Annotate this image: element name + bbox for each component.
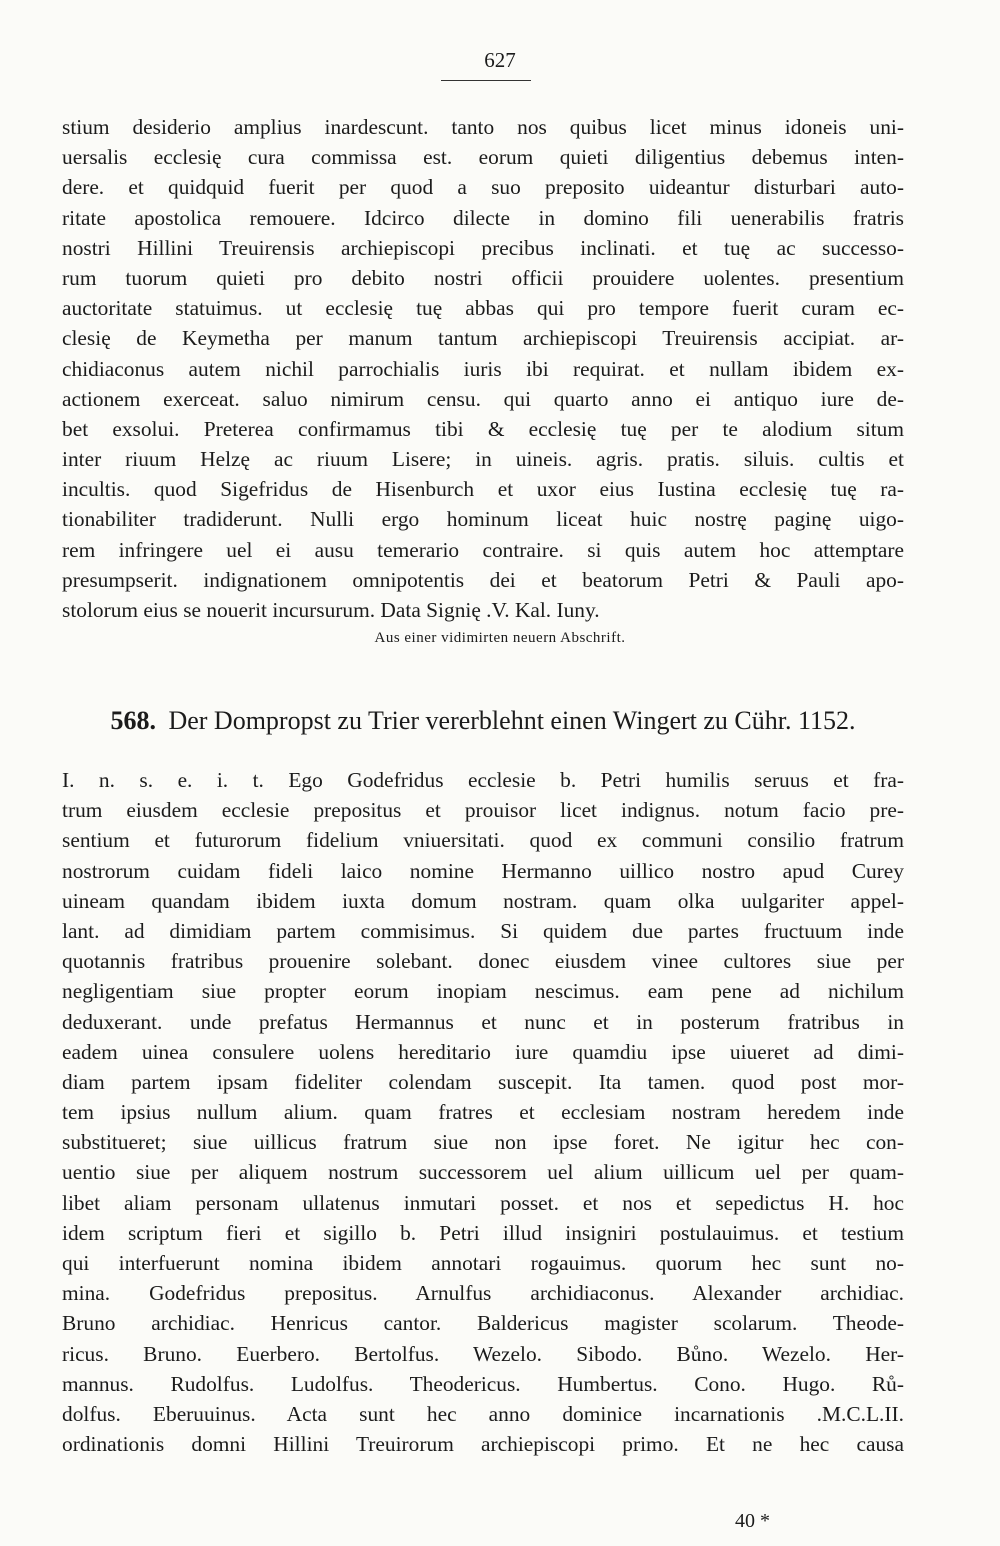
text-line: auctoritate statuimus. ut ecclesię tuę abbas qui pro tempore fuerit curam ec- bbox=[62, 296, 904, 321]
text-line: sentium et futurorum fidelium vniuersitati. quod ex communi consilio fratrum bbox=[62, 828, 904, 853]
document-heading bbox=[62, 706, 904, 736]
text-line: qui interfuerunt nomina ibidem annotari rogauimus. quorum hec sunt no- bbox=[62, 1251, 904, 1275]
text-line: mina. Godefridus prepositus. Arnulfus archidiaconus. Alexander archidiac. bbox=[62, 1281, 904, 1306]
text-line: rum tuorum quieti pro debito nostri officii prouidere uolentes. presentium bbox=[62, 265, 904, 290]
text-line: ritate apostolica remouere. Idcirco dilecte in domino fili uenerabilis fratris bbox=[62, 205, 904, 230]
text-line: stium desiderio amplius inardescunt. tanto nos quibus licet minus idoneis uni- bbox=[62, 115, 904, 139]
text-line: trum eiusdem ecclesie prepositus et prouisor licet indignus. notum facio pre- bbox=[62, 798, 904, 823]
text-line: deduxerant. unde prefatus Hermannus et nunc et in posterum fratribus in bbox=[62, 1009, 904, 1034]
text-line: diam partem ipsam fideliter colendam suscepit. Ita tamen. quod post mor- bbox=[62, 1069, 904, 1094]
text-line: dolfus. Eberuuinus. Acta sunt hec anno dominice incarnationis .M.C.L.II. bbox=[62, 1401, 904, 1426]
text-line: nostri Hillini Treuirensis archiepiscopi precibus inclinati. et tuę ac successo- bbox=[62, 235, 904, 260]
text-line: lant. ad dimidiam partem commisimus. Si quidem due partes fructuum inde bbox=[62, 918, 904, 943]
text-line: tem ipsius nullum alium. quam fratres et ecclesiam nostram heredem inde bbox=[62, 1100, 904, 1125]
text-line: chidiaconus autem nichil parrochialis iuris ibi requirat. et nullam ibidem ex- bbox=[62, 356, 904, 381]
text-line: uineam quandam ibidem iuxta domum nostram. quam olka uulgariter appel- bbox=[62, 888, 904, 913]
text-line: mannus. Rudolfus. Ludolfus. Theodericus. Humbertus. Cono. Hugo. Rů- bbox=[62, 1371, 904, 1396]
text-line: uersalis ecclesię cura commissa est. eorum quieti diligentius debemus inten- bbox=[62, 145, 904, 170]
text-line: I. n. s. e. i. t. Ego Godefridus ecclesie b. Petri humilis seruus et fra- bbox=[62, 768, 904, 792]
text-line: substitueret; siue uillicus fratrum siue non ipse foret. Ne igitur hec con- bbox=[62, 1130, 904, 1155]
text-line: inter riuum Helzę ac riuum Lisere; in uineis. agris. pratis. siluis. cultis et bbox=[62, 447, 904, 472]
text-line: eadem uinea consulere uolens hereditario iure quamdiu ipse uiueret ad dimi- bbox=[62, 1039, 904, 1064]
text-line: Bruno archidiac. Henricus cantor. Baldericus magister scolarum. Theode- bbox=[62, 1311, 904, 1336]
text-line: bet exsolui. Preterea confirmamus tibi & ecclesię tuę per te alodium situm bbox=[62, 416, 904, 441]
source-note: Aus einer vidimirten neuern Abschrift. bbox=[374, 630, 626, 646]
text-line: stolorum eius se nouerit incursurum. Data Signię .V. Kal. Iuny. bbox=[62, 598, 600, 622]
text-line: ordinationis domni Hillini Treuirorum archiepiscopi primo. Et ne hec causa bbox=[62, 1432, 904, 1457]
page-number-rule bbox=[441, 80, 531, 81]
text-line: tionabiliter tradiderunt. Nulli ergo hominum liceat huic nostrę paginę uigo- bbox=[62, 507, 904, 532]
text-line: idem scriptum fieri et sigillo b. Petri illud insigniri postulauimus. et testium bbox=[62, 1220, 904, 1245]
text-line: incultis. quod Sigefridus de Hisenburch et uxor eius Iustina ecclesię tuę ra- bbox=[62, 477, 904, 502]
page-number: 627 bbox=[484, 48, 516, 72]
text-line: presumpserit. indignationem omnipotentis dei et beatorum Petri & Pauli apo- bbox=[62, 567, 904, 592]
charter-body bbox=[62, 765, 904, 1459]
document-title: Der Dompropst zu Trier vererblehnt einen Wingert zu Cühr. 1152. bbox=[168, 706, 856, 735]
text-line: rem infringere uel ei ausu temerario contraire. si quis autem hoc attemptare bbox=[62, 537, 904, 562]
text-line: clesię de Keymetha per manum tantum archiepiscopi Treuirensis accipiat. ar- bbox=[62, 326, 904, 351]
text-line: uentio siue per aliquem nostrum successorem uel alium uillicum uel per quam- bbox=[62, 1160, 904, 1185]
text-line: quotannis fratribus prouenire solebant. donec eiusdem vinee cultores siue per bbox=[62, 949, 904, 974]
catchword: 40 * bbox=[735, 1510, 770, 1532]
text-line: nostrorum cuidam fideli laico nomine Hermanno uillico nostro apud Curey bbox=[62, 858, 904, 883]
document-number: 568. bbox=[110, 706, 156, 735]
text-line: negligentiam siue propter eorum inopiam nescimus. eam pene ad nichilum bbox=[62, 979, 904, 1004]
charter-continuation bbox=[62, 112, 904, 625]
text-line: ricus. Bruno. Euerbero. Bertolfus. Wezelo. Sibodo. Bůno. Wezelo. Her- bbox=[62, 1341, 904, 1366]
text-line: dere. et quidquid fuerit per quod a suo preposito uideantur disturbari auto- bbox=[62, 175, 904, 200]
text-line: actionem exerceat. saluo nimirum censu. qui quarto anno ei antiquo iure de- bbox=[62, 386, 904, 411]
text-line: libet aliam personam ullatenus inmutari posset. et nos et sepedictus H. hoc bbox=[62, 1190, 904, 1215]
